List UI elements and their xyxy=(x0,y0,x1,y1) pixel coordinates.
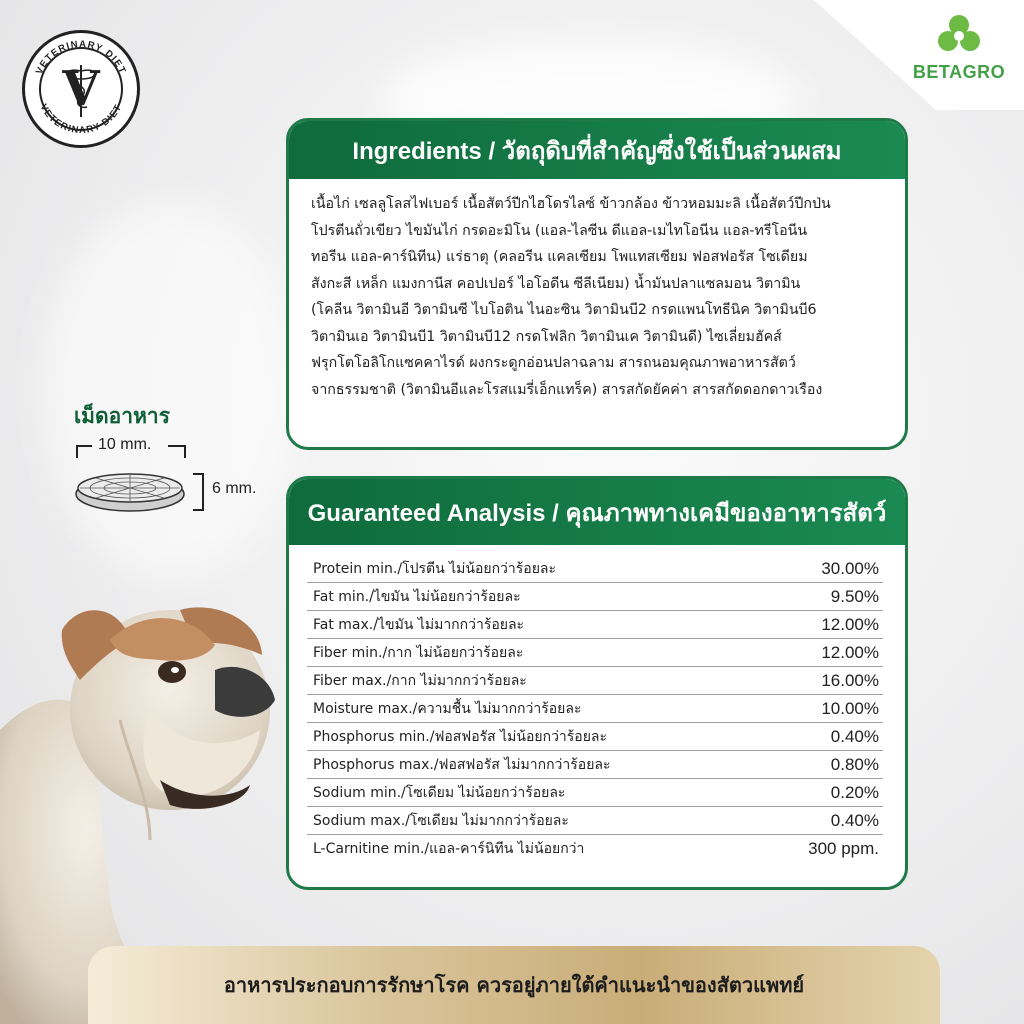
analysis-label: Fiber max./กาก ไม่มากกว่าร้อยละ xyxy=(307,667,762,695)
ingredients-line: ทอรีน แอล-คาร์นิทีน) แร่ธาตุ (คลอรีน แคลเซียม โพแทสเซียม ฟอสฟอรัส โซเดียม xyxy=(311,249,808,265)
badge-center xyxy=(39,47,123,131)
caduceus-icon xyxy=(51,57,111,121)
ingredients-header xyxy=(289,121,905,179)
analysis-value: 0.40% xyxy=(762,723,883,751)
ingredients-line: สังกะสี เหล็ก แมงกานีส คอปเปอร์ ไอโอดีน ซีลีเนียม) น้ำมันปลาแซลมอน วิตามิน xyxy=(311,275,801,292)
badge-ring-text-bottom: VETERINARY DIET xyxy=(37,102,125,137)
kibble-title: เม็ดอาหาร xyxy=(74,404,170,428)
analysis-label: Sodium min./โซเดียม ไม่น้อยกว่าร้อยละ xyxy=(307,779,762,807)
analysis-value: 30.00% xyxy=(762,555,883,583)
vet-advice-banner xyxy=(88,946,940,1024)
table-row xyxy=(307,695,883,723)
kibble-icon xyxy=(72,466,190,514)
table-row xyxy=(307,835,883,863)
analysis-label: Fat max./ไขมัน ไม่มากกว่าร้อยละ xyxy=(307,611,762,639)
analysis-header xyxy=(289,479,905,545)
analysis-value: 0.20% xyxy=(762,779,883,807)
analysis-label: L-Carnitine min./แอล-คาร์นิทีน ไม่น้อยกว่า xyxy=(313,840,585,857)
analysis-value: 12.00% xyxy=(762,639,883,667)
ingredients-card xyxy=(286,118,908,450)
analysis-label: Moisture max./ความชื้น ไม่มากกว่าร้อยละ xyxy=(307,695,762,723)
analysis-value: 12.00% xyxy=(762,611,883,639)
analysis-label: Phosphorus max./ฟอสฟอรัส ไม่มากกว่าร้อยละ xyxy=(307,751,762,779)
analysis-table xyxy=(307,555,883,862)
ingredients-line: วิตามินเอ วิตามินบี1 วิตามินบี12 กรดโฟลิก วิตามินเค วิตามินดี) ไซเลี่ยมฮัคส์ xyxy=(311,328,782,345)
ingredients-line: (โคลีน วิตามินอี วิตามินซี ไบโอติน ไนอะซิน วิตามินบี2 กรดแพนโทธีนิค วิตามินบี6 xyxy=(311,302,817,318)
analysis-label: Fiber min./กาก ไม่น้อยกว่าร้อยละ xyxy=(307,639,762,667)
analysis-value: 16.00% xyxy=(762,667,883,695)
clover-logo-icon xyxy=(937,14,981,56)
kibble-height-bracket-icon xyxy=(192,472,206,512)
analysis-value: 0.40% xyxy=(762,807,883,835)
table-row xyxy=(307,723,883,751)
analysis-value: 300 ppm. xyxy=(808,838,879,858)
ingredients-line: ฟรุกโตโอลิโกแซคคาไรด์ ผงกระดูกอ่อนปลาฉลาม สารถนอมคุณภาพอาหารสัตว์ xyxy=(311,355,796,371)
table-row xyxy=(307,751,883,779)
table-row xyxy=(307,555,883,583)
background-light-2 xyxy=(40,200,300,580)
veterinary-diet-badge xyxy=(22,30,140,148)
vet-advice-text: อาหารประกอบการรักษาโรค ควรอยู่ภายใต้คำแนะนำของสัตวแพทย์ xyxy=(223,973,805,997)
table-row xyxy=(307,779,883,807)
badge-letter: V xyxy=(62,61,100,117)
table-row xyxy=(307,807,883,835)
table-row xyxy=(307,667,883,695)
guaranteed-analysis-card xyxy=(286,476,908,890)
ingredients-title: Ingredients / วัตถุดิบที่สำคัญซึ่งใช้เป็นส่วนผสม xyxy=(352,137,842,165)
ingredients-line: เนื้อไก่ เซลลูโลสไฟเบอร์ เนื้อสัตว์ปีกไฮโดรไลซ์ ข้าวกล้อง ข้าวหอมมะลิ เนื้อสัตว์ปีกป่น xyxy=(311,196,831,212)
analysis-label: Sodium max./โซเดียม ไม่มากกว่าร้อยละ xyxy=(307,807,762,835)
analysis-label: Phosphorus min./ฟอสฟอรัส ไม่น้อยกว่าร้อยละ xyxy=(307,723,762,751)
ingredients-line: โปรตีนถั่วเขียว ไขมันไก่ กรดอะมิโน (แอล-ไลซีน ดีแอล-เมไทโอนีน แอล-ทรีโอนีน xyxy=(311,222,808,239)
analysis-value: 10.00% xyxy=(762,695,883,723)
analysis-value: 9.50% xyxy=(762,583,883,611)
badge-ring-text-top: VETERINARY DIET xyxy=(33,38,129,77)
brand-name: BETAGRO xyxy=(912,62,1006,82)
brand-logo xyxy=(904,14,1014,83)
analysis-title: Guaranteed Analysis / คุณภาพทางเคมีของอาหารสัตว์ xyxy=(307,499,887,527)
analysis-label: Protein min./โปรตีน ไม่น้อยกว่าร้อยละ xyxy=(307,555,762,583)
analysis-value: 0.80% xyxy=(762,751,883,779)
table-row xyxy=(307,639,883,667)
kibble-width-label: 10 mm. xyxy=(98,436,152,453)
ingredients-line: จากธรรมชาติ (วิตามินอีและโรสแมรี่เอ็กแทร็ค) สารสกัดยัคค่า สารสกัดดอกดาวเรือง xyxy=(311,381,823,398)
ingredients-text xyxy=(289,179,905,403)
kibble-height-label: 6 mm. xyxy=(212,480,257,497)
table-row xyxy=(307,611,883,639)
table-row xyxy=(307,583,883,611)
analysis-label: Fat min./ไขมัน ไม่น้อยกว่าร้อยละ xyxy=(307,583,762,611)
